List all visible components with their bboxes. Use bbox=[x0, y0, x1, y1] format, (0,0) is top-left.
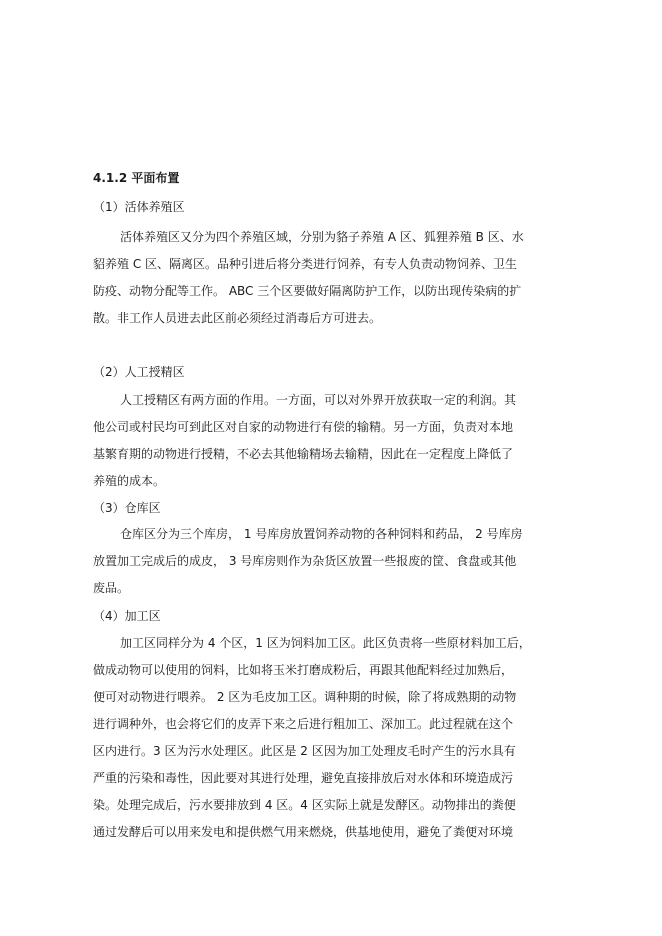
subsection-title-live-breeding: （1）活体养殖区 bbox=[93, 200, 185, 214]
text-line: 通过发酵后可以用来发电和提供燃气用来燃烧，供基地使用，避免了粪便对环境 bbox=[93, 825, 514, 839]
text-line: 做成动物可以使用的饲料，比如将玉米打磨成粉后，再跟其他配料经过加熟后， bbox=[93, 663, 514, 677]
text-line: 人工授精区有两方面的作用。一方面，可以对外界开放获取一定的利润。其 bbox=[120, 393, 517, 407]
text-line: 严重的污染和毒性，因此要对其进行处理，避免直接排放后对水体和环境造成污 bbox=[93, 771, 514, 785]
text-line: 他公司或村民均可到此区对自家的动物进行有偿的输精。另一方面，负责对本地 bbox=[93, 420, 514, 434]
paragraph-insemination bbox=[93, 387, 573, 495]
subsection-title-processing: （4）加工区 bbox=[93, 609, 161, 623]
text-line: 散。非工作人员进去此区前必须经过消毒后方可进去。 bbox=[93, 311, 382, 325]
paragraph-processing bbox=[93, 630, 573, 846]
text-line: 加工区同样分为 4 个区，1 区为饲料加工区。此区负责将一些原材料加工后， bbox=[120, 636, 531, 650]
text-line: 防疫、动物分配等工作。 ABC 三个区要做好隔离防护工作，以防出现传染病的扩 bbox=[93, 284, 522, 298]
subsection-title-warehouse: （3）仓库区 bbox=[93, 501, 161, 515]
text-line: 仓库区分为三个库房， 1 号库房放置饲养动物的各种饲料和药品， 2 号库房 bbox=[120, 527, 523, 541]
text-line: 放置加工完成后的成皮， 3 号库房则作为杂货区放置一些报废的筐、食盘或其他 bbox=[93, 554, 517, 568]
text-line: 貂养殖 C 区、隔离区。品种引进后将分类进行饲养，有专人负责动物饲养、卫生 bbox=[93, 257, 518, 271]
text-line: 活体养殖区又分为四个养殖区域，分别为貉子养殖 A 区、狐狸养殖 B 区、水 bbox=[120, 230, 524, 244]
text-line: 养殖的成本。 bbox=[93, 474, 166, 488]
text-line: 染。处理完成后，污水要排放到 4 区。4 区实际上就是发酵区。动物排出的粪便 bbox=[93, 798, 516, 812]
text-line: 进行调种外，也会将它们的皮弄下来之后进行粗加工、深加工。此过程就在这个 bbox=[93, 717, 514, 731]
paragraph-warehouse bbox=[93, 521, 573, 602]
paragraph-live-breeding bbox=[93, 224, 573, 332]
text-line: 区内进行。3 区为污水处理区。此区是 2 区因为加工处理皮毛时产生的污水具有 bbox=[93, 744, 516, 758]
subsection-title-insemination: （2）人工授精区 bbox=[93, 365, 185, 379]
section-heading: 4.1.2 平面布置 bbox=[93, 171, 180, 185]
text-line: 便可对动物进行喂养。 2 区为毛皮加工区。调种期的时候，除了将成熟期的动物 bbox=[93, 690, 517, 704]
text-line: 废品。 bbox=[93, 581, 130, 595]
text-line: 基繁育期的动物进行授精，不必去其他输精场去输精，因此在一定程度上降低了 bbox=[93, 447, 514, 461]
